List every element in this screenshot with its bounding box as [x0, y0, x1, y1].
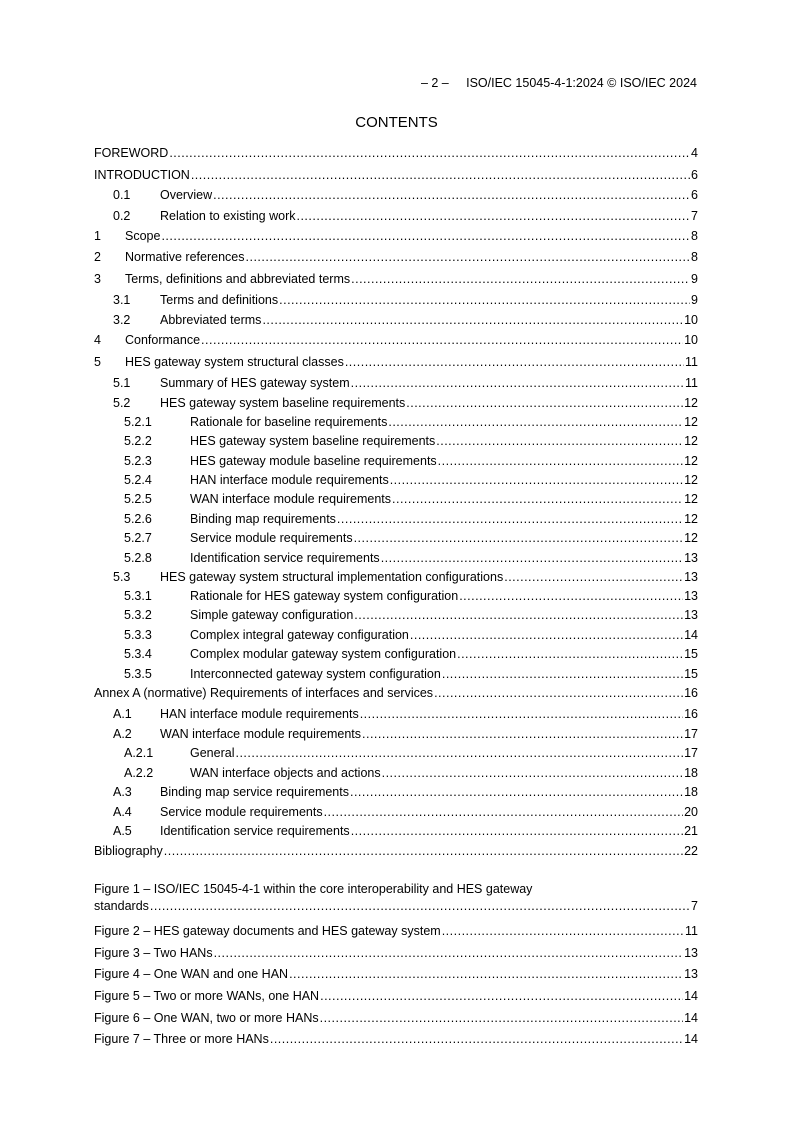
toc-entry-title: Normative references — [125, 250, 245, 264]
dot-leader — [246, 249, 691, 266]
figure-entry[interactable] — [94, 1031, 698, 1048]
dot-leader — [392, 491, 683, 508]
toc-entry[interactable] — [94, 491, 698, 508]
toc-entry[interactable] — [94, 745, 698, 762]
dot-leader — [362, 726, 683, 743]
toc-entry-title: WAN interface module requirements — [160, 727, 362, 741]
dot-leader — [201, 332, 683, 349]
toc-entry-title: Relation to existing work — [160, 209, 296, 223]
dot-leader — [354, 607, 683, 624]
figure-entry-page: 13 — [684, 946, 698, 960]
figure-entry[interactable] — [94, 881, 698, 915]
toc-entry-title: General — [190, 746, 235, 760]
toc-entry-number: 5.2.3 — [124, 454, 152, 468]
dot-leader — [279, 292, 690, 309]
toc-entry-number: 0.1 — [113, 188, 131, 202]
toc-entry[interactable] — [94, 145, 698, 162]
toc-entry[interactable] — [94, 530, 698, 547]
toc-entry[interactable] — [94, 588, 698, 605]
toc-entry-row — [124, 745, 698, 762]
figure-entry-title: Figure 7 – Three or more HANs — [94, 1032, 269, 1046]
dot-leader — [351, 823, 683, 840]
toc-entry-title: HES gateway system baseline requirements — [190, 434, 436, 448]
figure-entry-row — [94, 1010, 698, 1027]
toc-entry[interactable] — [94, 569, 698, 586]
dot-leader — [345, 354, 684, 371]
toc-entry-number: 5.1 — [113, 376, 131, 390]
dot-leader — [434, 685, 683, 702]
toc-entry-number: 5.2 — [113, 396, 131, 410]
toc-entry-page: 17 — [684, 727, 698, 741]
toc-entry-number: 1 — [94, 229, 101, 243]
dot-leader — [214, 945, 684, 962]
toc-entry-row — [113, 208, 698, 225]
toc-entry-number: A.3 — [113, 785, 132, 799]
toc-entry-row — [124, 765, 698, 782]
toc-entry-number: A.2.1 — [124, 746, 154, 760]
toc-entry-number: 5.2.8 — [124, 551, 152, 565]
toc-entry-page: 12 — [684, 492, 698, 506]
toc-entry[interactable] — [94, 550, 698, 567]
toc-entry-row — [124, 646, 698, 663]
toc-entry-page: 13 — [684, 608, 698, 622]
dot-leader — [406, 395, 683, 412]
toc-entry-title: Identification service requirements — [190, 551, 380, 565]
toc-entry[interactable] — [94, 312, 698, 329]
toc-entry-page: 10 — [684, 313, 698, 327]
toc-entry-title: HAN interface module requirements — [160, 707, 359, 721]
dot-leader — [436, 433, 683, 450]
toc-entry-page: 13 — [684, 589, 698, 603]
toc-entry[interactable] — [94, 228, 698, 245]
toc-entry-title: Complex modular gateway system configuration — [190, 647, 457, 661]
toc-entry-title: Identification service requirements — [160, 824, 350, 838]
figure-entry[interactable] — [94, 945, 698, 962]
toc-entry-number: 5.2.2 — [124, 434, 152, 448]
toc-entry-row — [113, 823, 698, 840]
toc-entry-page: 9 — [691, 272, 698, 286]
toc-entry-number: 5.2.7 — [124, 531, 152, 545]
toc-entry-title: HES gateway system baseline requirements — [160, 396, 406, 410]
dot-leader — [388, 414, 683, 431]
toc-entry-page: 16 — [684, 686, 698, 700]
page-header: – 2 – ISO/IEC 15045-4-1:2024 © ISO/IEC 2024 — [420, 76, 697, 90]
toc-entry-number: 5.2.6 — [124, 512, 152, 526]
toc-entry-title: WAN interface objects and actions — [190, 766, 381, 780]
figure-entry-page: 7 — [691, 899, 698, 913]
toc-entry-number: A.5 — [113, 824, 132, 838]
toc-entry-number: 5.2.1 — [124, 415, 152, 429]
toc-entry-title: Service module requirements — [160, 805, 323, 819]
toc-entry-number: 5.3.5 — [124, 667, 152, 681]
figure-entry-row — [94, 945, 698, 962]
toc-entry-row — [113, 706, 698, 723]
toc-entry-page: 11 — [685, 376, 698, 390]
toc-entry-number: 0.2 — [113, 209, 131, 223]
toc-entry-page: 13 — [684, 570, 698, 584]
toc-entry-row — [94, 332, 698, 349]
toc-entry-page: 4 — [691, 146, 698, 160]
toc-entry-row — [124, 453, 698, 470]
dot-leader — [320, 988, 683, 1005]
toc-entry-row — [94, 271, 698, 288]
figure-entry-title: Figure 3 – Two HANs — [94, 946, 213, 960]
toc-entry-title: Annex A (normative) Requirements of interfaces and services — [94, 686, 434, 700]
toc-entry[interactable] — [94, 354, 698, 371]
toc-entry-page: 12 — [684, 454, 698, 468]
toc-entry-row — [124, 607, 698, 624]
toc-entry-title: Interconnected gateway system configuration — [190, 667, 441, 681]
figure-entry-row — [94, 1031, 698, 1048]
toc-entry-page: 10 — [684, 333, 698, 347]
toc-entry[interactable] — [94, 167, 698, 184]
toc-entry[interactable] — [94, 332, 698, 349]
toc-entry-title: Summary of HES gateway system — [160, 376, 350, 390]
dot-leader — [354, 530, 684, 547]
toc-entry-page: 12 — [684, 434, 698, 448]
toc-entry-number: 3.1 — [113, 293, 131, 307]
figure-entry-title: Figure 4 – One WAN and one HAN — [94, 967, 289, 981]
toc-entry-title: Binding map service requirements — [160, 785, 349, 799]
toc-entry-title: HAN interface module requirements — [190, 473, 389, 487]
toc-entry-row — [124, 472, 698, 489]
dot-leader — [191, 167, 690, 184]
toc-entry-row — [113, 395, 698, 412]
toc-entry-page: 15 — [684, 667, 698, 681]
dot-leader — [459, 588, 683, 605]
toc-entry-row — [94, 354, 698, 371]
toc-entry-page: 18 — [684, 766, 698, 780]
toc-entry-title: Conformance — [125, 333, 201, 347]
toc-entry[interactable] — [94, 208, 698, 225]
figure-entry-row — [94, 966, 698, 983]
toc-entry-page: 17 — [684, 746, 698, 760]
toc-entry-row — [124, 433, 698, 450]
toc-entry[interactable] — [94, 395, 698, 412]
dot-leader — [270, 1031, 683, 1048]
toc-entry-title: INTRODUCTION — [94, 168, 190, 182]
toc-entry-page: 6 — [691, 188, 698, 202]
toc-entry-title: HES gateway system structural implementation configurations — [160, 570, 504, 584]
dot-leader — [350, 784, 683, 801]
toc-entry[interactable] — [94, 271, 698, 288]
toc-entry-row — [113, 569, 698, 586]
figure-entry-page: 14 — [684, 989, 698, 1003]
toc-entry-page: 13 — [684, 551, 698, 565]
toc-entry[interactable] — [94, 765, 698, 782]
figure-entry-title: Figure 5 – Two or more WANs, one HAN — [94, 989, 320, 1003]
toc-entry[interactable] — [94, 607, 698, 624]
toc-entry-title: HES gateway module baseline requirements — [190, 454, 437, 468]
toc-entry-number: 5.3.4 — [124, 647, 152, 661]
dot-leader — [235, 745, 683, 762]
dot-leader — [289, 966, 683, 983]
toc-entry-number: A.4 — [113, 805, 132, 819]
toc-entry-page: 12 — [684, 473, 698, 487]
toc-entry[interactable] — [94, 804, 698, 821]
toc-entry-title: Complex integral gateway configuration — [190, 628, 409, 642]
toc-entry-number: A.2 — [113, 727, 132, 741]
toc-entry[interactable] — [94, 453, 698, 470]
toc-entry-title: HES gateway system structural classes — [125, 355, 344, 369]
figure-entry-page: 13 — [684, 967, 698, 981]
toc-entry-title: Simple gateway configuration — [190, 608, 354, 622]
toc-entry-row — [94, 145, 698, 162]
toc-entry-number: 5.2.5 — [124, 492, 152, 506]
toc-entry[interactable] — [94, 685, 698, 702]
figure-entry-title-line1: Figure 1 – ISO/IEC 15045-4-1 within the core interoperability and HES gateway — [94, 882, 533, 896]
toc-entry-row — [94, 685, 698, 702]
dot-leader — [164, 843, 683, 860]
figure-entry[interactable] — [94, 923, 698, 940]
dot-leader — [410, 627, 683, 644]
dot-leader — [360, 706, 683, 723]
toc-entry-title: Service module requirements — [190, 531, 353, 545]
figure-entry[interactable] — [94, 988, 698, 1005]
toc-entry-title: Terms and definitions — [160, 293, 279, 307]
dot-leader — [169, 145, 690, 162]
toc-entry-page: 12 — [684, 531, 698, 545]
dot-leader — [351, 375, 684, 392]
toc-entry[interactable] — [94, 511, 698, 528]
toc-entry-row — [124, 550, 698, 567]
toc-entry-row — [113, 804, 698, 821]
toc-entry-title: Rationale for HES gateway system configuration — [190, 589, 459, 603]
toc-entry-number: 2 — [94, 250, 101, 264]
toc-entry-page: 11 — [685, 355, 698, 369]
toc-entry-row — [94, 167, 698, 184]
dot-leader — [161, 228, 690, 245]
figure-entry[interactable] — [94, 1010, 698, 1027]
figure-entry-page: 14 — [684, 1011, 698, 1025]
toc-entry-number: 5.3 — [113, 570, 131, 584]
toc-entry-page: 16 — [684, 707, 698, 721]
figure-entry-row — [94, 988, 698, 1005]
toc-entry-row — [113, 375, 698, 392]
dot-leader — [324, 804, 684, 821]
toc-entry-page: 9 — [691, 293, 698, 307]
figure-entry-page: 11 — [685, 924, 698, 938]
toc-entry-page: 12 — [684, 415, 698, 429]
toc-entry-row — [124, 627, 698, 644]
toc-entry[interactable] — [94, 375, 698, 392]
dot-leader — [382, 765, 683, 782]
dot-leader — [296, 208, 690, 225]
toc-entry-page: 12 — [684, 512, 698, 526]
toc-entry[interactable] — [94, 784, 698, 801]
toc-entry-row — [113, 726, 698, 743]
dot-leader — [381, 550, 683, 567]
dot-leader — [390, 472, 683, 489]
toc-entry-row — [113, 292, 698, 309]
dot-leader — [213, 187, 690, 204]
dot-leader — [337, 511, 683, 528]
toc-entry-row — [124, 530, 698, 547]
toc-entry[interactable] — [94, 414, 698, 431]
figure-entry-title: Figure 6 – One WAN, two or more HANs — [94, 1011, 319, 1025]
toc-entry-title: FOREWORD — [94, 146, 169, 160]
dot-leader — [438, 453, 683, 470]
toc-entry-title: WAN interface module requirements — [190, 492, 392, 506]
toc-entry-number: 5 — [94, 355, 101, 369]
toc-entry-number: 3 — [94, 272, 101, 286]
toc-entry[interactable] — [94, 646, 698, 663]
toc-entry[interactable] — [94, 433, 698, 450]
toc-entry[interactable] — [94, 472, 698, 489]
dot-leader — [320, 1010, 683, 1027]
toc-entry-title: Abbreviated terms — [160, 313, 262, 327]
toc-entry[interactable] — [94, 843, 698, 860]
toc-entry-page: 22 — [684, 844, 698, 858]
figure-entry-title: Figure 2 – HES gateway documents and HES gateway system — [94, 924, 441, 938]
toc-entry-row — [94, 843, 698, 860]
toc-entry-row — [113, 784, 698, 801]
figure-entry-row — [94, 898, 698, 915]
toc-entry[interactable] — [94, 706, 698, 723]
toc-entry-page: 8 — [691, 229, 698, 243]
toc-entry-row — [124, 511, 698, 528]
toc-entry-page: 6 — [691, 168, 698, 182]
toc-entry-row — [113, 312, 698, 329]
toc-entry[interactable] — [94, 627, 698, 644]
toc-entry-row — [94, 249, 698, 266]
figure-entry-row — [94, 923, 698, 940]
dot-leader — [262, 312, 683, 329]
dot-leader — [457, 646, 683, 663]
toc-entry-row — [124, 491, 698, 508]
toc-entry-page: 18 — [684, 785, 698, 799]
figure-entry-page: 14 — [684, 1032, 698, 1046]
toc-entry[interactable] — [94, 666, 698, 683]
toc-entry[interactable] — [94, 292, 698, 309]
figure-entry-title: standards — [94, 899, 149, 913]
toc-entry-row — [124, 588, 698, 605]
toc-entry-page: 7 — [691, 209, 698, 223]
dot-leader — [150, 898, 690, 915]
toc-entry-number: 5.3.3 — [124, 628, 152, 642]
toc-entry-page: 15 — [684, 647, 698, 661]
dot-leader — [442, 923, 684, 940]
toc-entry-number: 5.2.4 — [124, 473, 152, 487]
toc-entry-number: 5.3.1 — [124, 589, 152, 603]
toc-entry-number: A.1 — [113, 707, 132, 721]
toc-entry-page: 21 — [684, 824, 698, 838]
toc-entry-page: 14 — [684, 628, 698, 642]
toc-entry-page: 12 — [684, 396, 698, 410]
toc-entry-row — [124, 414, 698, 431]
toc-entry-row — [124, 666, 698, 683]
toc-entry[interactable] — [94, 823, 698, 840]
dot-leader — [504, 569, 683, 586]
toc-entry-number: A.2.2 — [124, 766, 154, 780]
dot-leader — [442, 666, 683, 683]
toc-entry-title: Rationale for baseline requirements — [190, 415, 388, 429]
dot-leader — [351, 271, 690, 288]
toc-entry[interactable] — [94, 187, 698, 204]
toc-entry-number: 3.2 — [113, 313, 131, 327]
toc-entry-page: 8 — [691, 250, 698, 264]
toc-entry-title: Overview — [160, 188, 213, 202]
toc-entry-title: Terms, definitions and abbreviated terms — [125, 272, 351, 286]
figure-entry[interactable] — [94, 966, 698, 983]
toc-entry[interactable] — [94, 249, 698, 266]
toc-entry-page: 20 — [684, 805, 698, 819]
toc-entry-number: 5.3.2 — [124, 608, 152, 622]
toc-entry[interactable] — [94, 726, 698, 743]
toc-entry-row — [113, 187, 698, 204]
toc-entry-title: Bibliography — [94, 844, 163, 858]
toc-entry-title: Binding map requirements — [190, 512, 336, 526]
toc-entry-number: 4 — [94, 333, 101, 347]
toc-entry-title: Scope — [125, 229, 161, 243]
toc-entry-row — [94, 228, 698, 245]
page-title: CONTENTS — [355, 114, 438, 131]
